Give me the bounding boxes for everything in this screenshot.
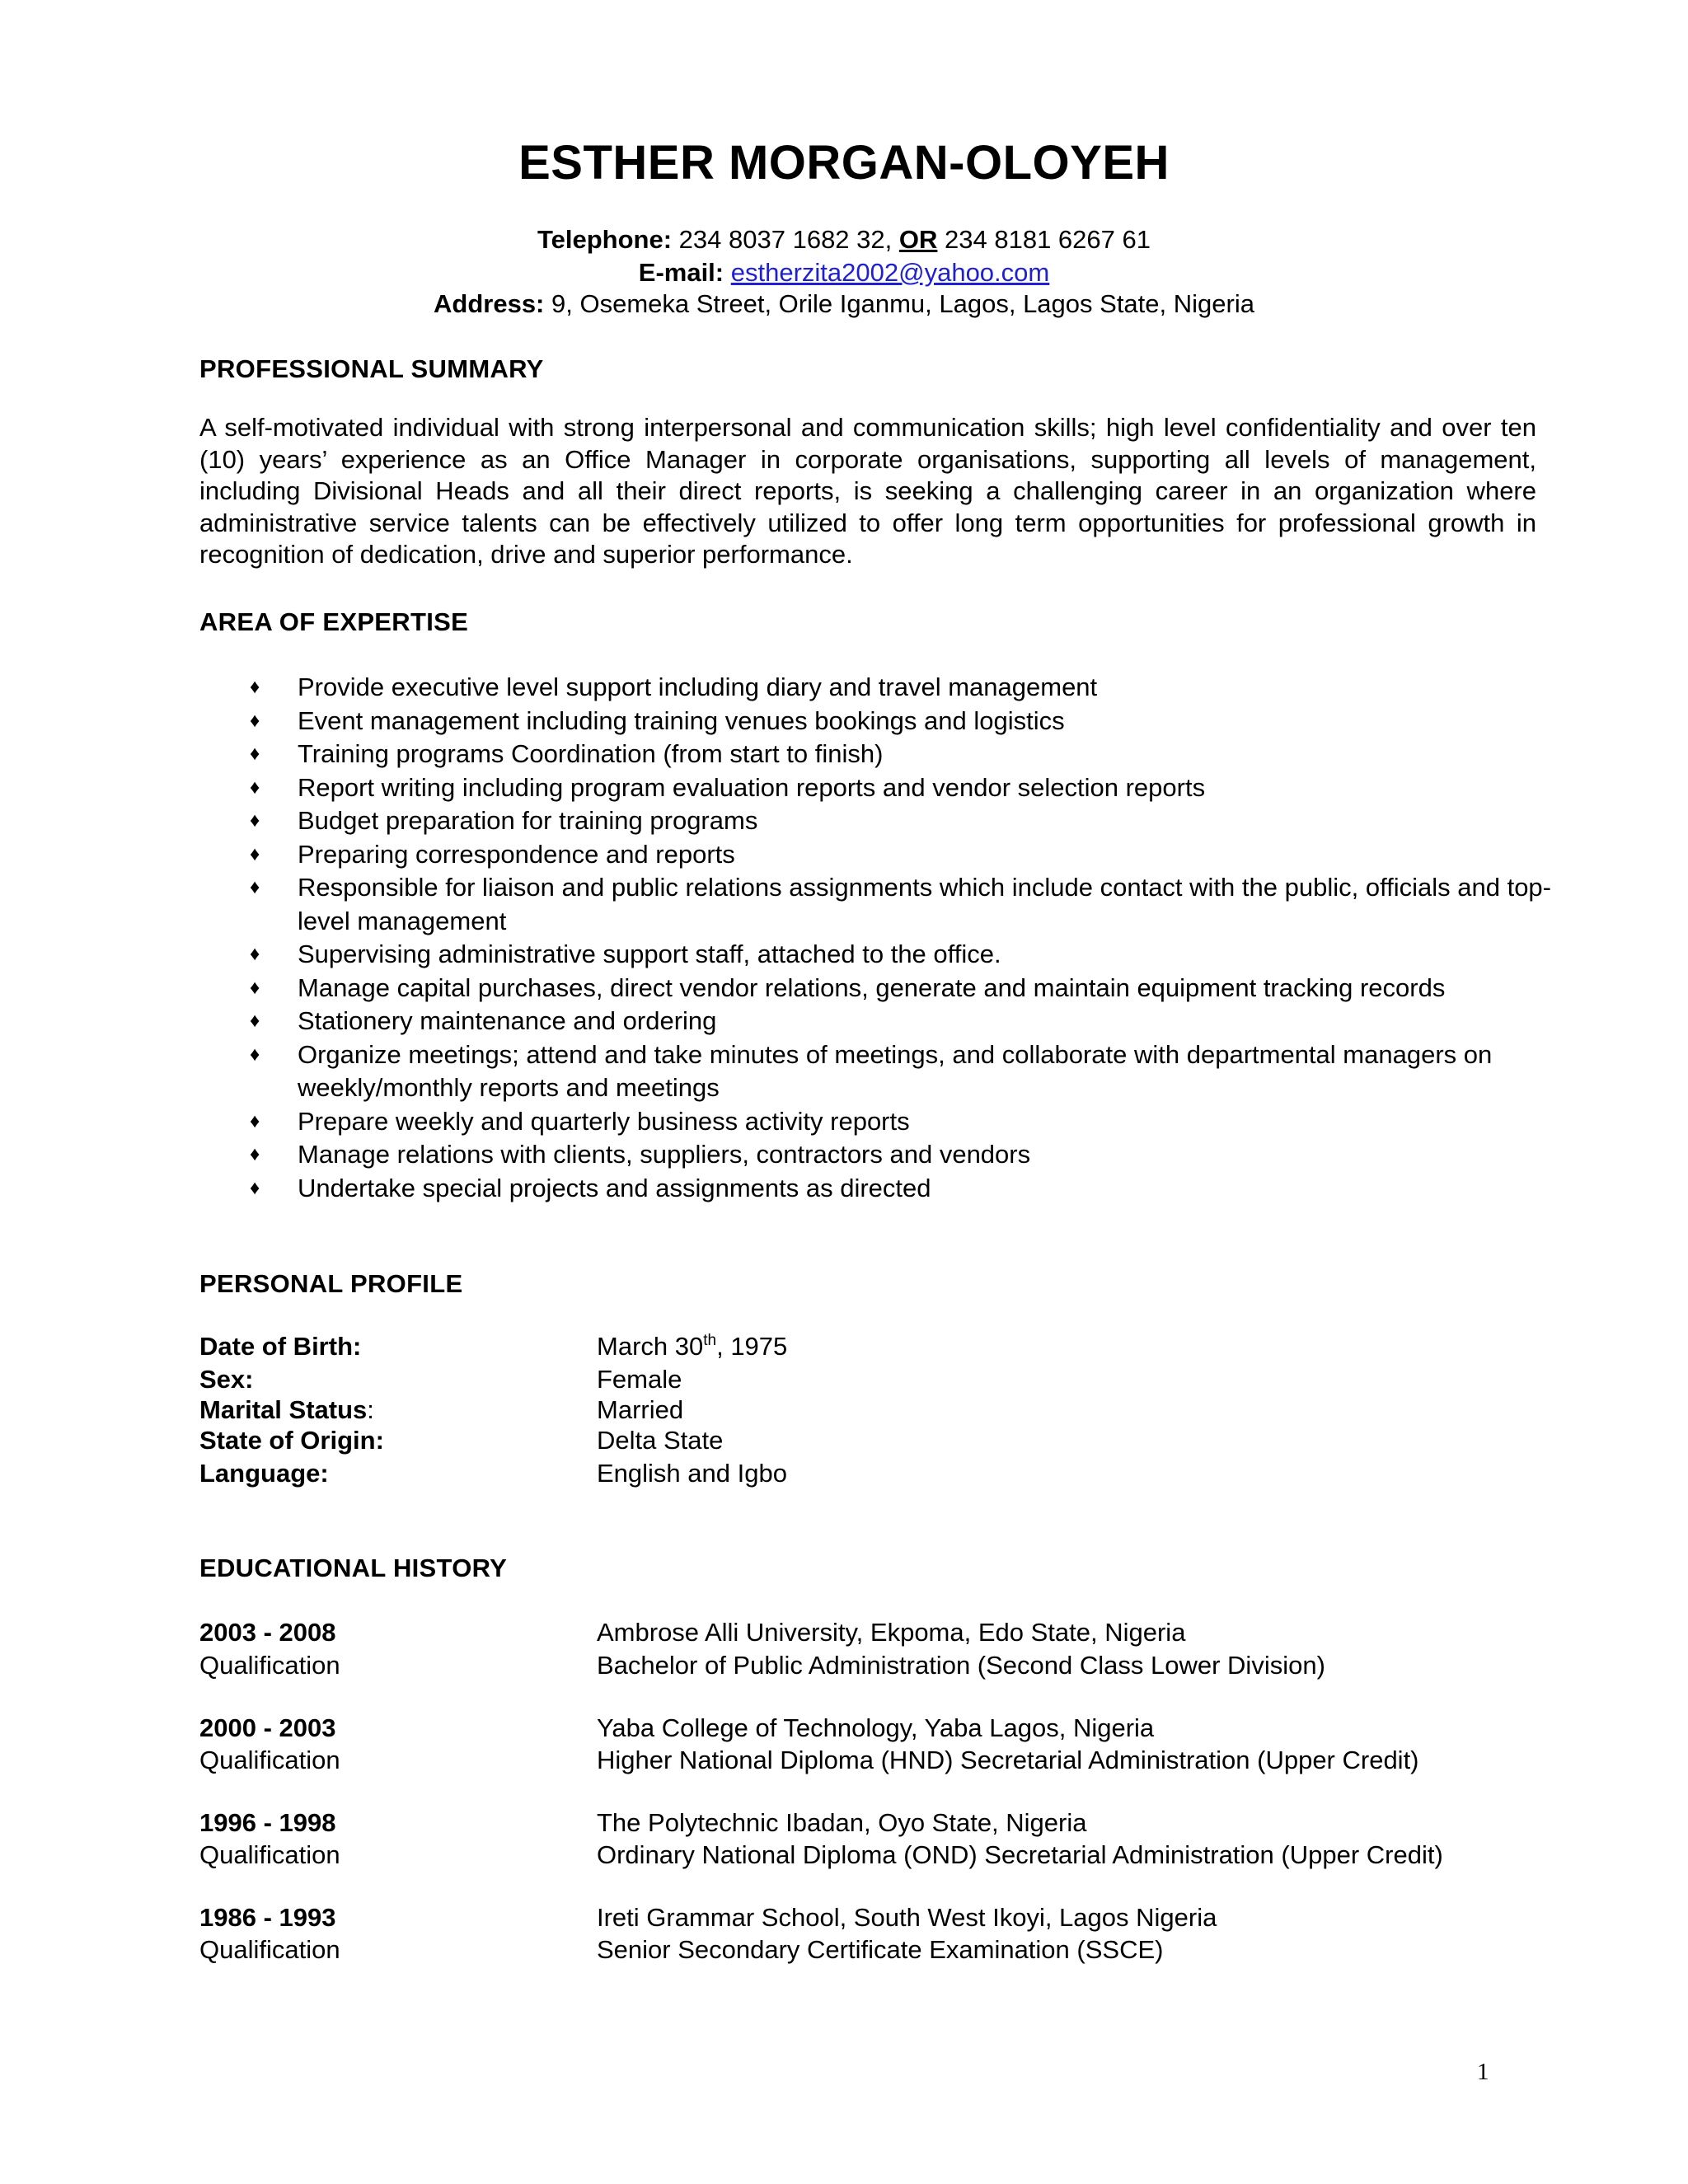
expertise-item	[199, 838, 1551, 872]
qualification-value: Higher National Diploma (HND) Secretarial Administration (Upper Credit)	[597, 1746, 1419, 1774]
qualification-label: Qualification	[199, 1651, 340, 1680]
diamond-bullet-icon: ♦	[250, 842, 260, 865]
education-school: Ambrose Alli University, Ekpoma, Edo State, Nigeria	[597, 1618, 1186, 1647]
education-school: Yaba College of Technology, Yaba Lagos, Nigeria	[597, 1713, 1155, 1742]
qualification-value: Bachelor of Public Administration (Second Class Lower Division)	[597, 1651, 1325, 1680]
expertise-item	[199, 1038, 1551, 1105]
diamond-bullet-icon: ♦	[250, 776, 260, 799]
qualification-label: Qualification	[199, 1840, 340, 1869]
education-years: 1986 - 1993	[199, 1903, 336, 1932]
telephone-label: Telephone:	[537, 225, 673, 254]
expertise-item	[199, 804, 1551, 838]
professional-summary-heading: PROFESSIONAL SUMMARY	[199, 354, 544, 383]
diamond-bullet-icon: ♦	[250, 876, 260, 898]
expertise-item	[199, 871, 1551, 938]
expertise-item-text: Budget preparation for training programs	[298, 806, 758, 835]
expertise-item-text: Supervising administrative support staff, attached to the office.	[298, 940, 1001, 968]
qualification-value: Ordinary National Diploma (OND) Secretarial Administration (Upper Credit)	[597, 1840, 1443, 1869]
dob-value: March 30th, 1975	[597, 1332, 788, 1361]
qualification-label: Qualification	[199, 1935, 340, 1964]
origin-value: Delta State	[597, 1426, 724, 1455]
expertise-heading: AREA OF EXPERTISE	[199, 607, 469, 636]
expertise-item-text: Responsible for liaison and public relations assignments which include contact with the public, officials and top-level management	[298, 873, 1551, 935]
education-years: 1996 - 1998	[199, 1808, 336, 1837]
expertise-item-text: Event management including training venues bookings and logistics	[298, 705, 1065, 735]
diamond-bullet-icon: ♦	[250, 1010, 260, 1032]
expertise-item-text: Manage relations with clients, suppliers, contractors and vendors	[298, 1140, 1031, 1169]
email-link[interactable]: estherzita2002@yahoo.com	[730, 258, 1050, 287]
marital-value: Married	[597, 1395, 684, 1424]
qualification-label: Qualification	[199, 1746, 340, 1774]
or-separator: OR	[898, 225, 938, 254]
professional-summary-text: A self-motivated individual with strong interpersonal and communication skills; high level confidentiality and over ten (10) years’ experience as an Office Manager in corporate organisations, supporting all levels of management, including Divisional Heads and all their direct reports, is seeking a challenging career in an organization where administrative service talents can be effectively utilized to offer long term opportunities for professional growth in recognition of dedication, drive and superior performance.	[199, 413, 1536, 569]
diamond-bullet-icon: ♦	[250, 1176, 260, 1199]
email-label: E-mail:	[638, 258, 724, 287]
education-school: The Polytechnic Ibadan, Oyo State, Nigeria	[597, 1808, 1087, 1837]
expertise-item-text: Provide executive level support including diary and travel management	[298, 673, 1098, 701]
expertise-item	[199, 771, 1551, 805]
diamond-bullet-icon: ♦	[250, 976, 260, 999]
personal-profile-heading: PERSONAL PROFILE	[199, 1269, 463, 1298]
expertise-item-text: Preparing correspondence and reports	[298, 839, 735, 869]
education-years: 2000 - 2003	[199, 1713, 336, 1742]
telephone-line	[0, 223, 1688, 256]
telephone-secondary: 234 8181 6267 61	[945, 225, 1151, 254]
telephone-primary: 234 8037 1682 32,	[678, 225, 893, 254]
email-line	[0, 256, 1688, 289]
page-number: 1	[1477, 2059, 1489, 2085]
diamond-bullet-icon: ♦	[250, 676, 260, 698]
diamond-bullet-icon: ♦	[250, 709, 260, 732]
educational-history-heading: EDUCATIONAL HISTORY	[199, 1554, 508, 1582]
expertise-item-text: Prepare weekly and quarterly business activity reports	[298, 1106, 910, 1136]
education-years: 2003 - 2008	[199, 1618, 336, 1647]
expertise-item-text: Stationery maintenance and ordering	[298, 1006, 717, 1035]
expertise-item	[199, 1172, 1551, 1206]
origin-label: State of Origin:	[199, 1426, 384, 1455]
expertise-item-text: Training programs Coordination (from start to finish)	[298, 739, 884, 768]
expertise-item-text: Manage capital purchases, direct vendor relations, generate and maintain equipment tracking records	[298, 972, 1446, 1002]
diamond-bullet-icon: ♦	[250, 743, 260, 765]
expertise-item	[199, 938, 1551, 972]
sex-value: Female	[597, 1365, 682, 1394]
dob-label: Date of Birth:	[199, 1332, 362, 1361]
address-label: Address:	[434, 289, 545, 318]
expertise-item	[199, 738, 1551, 771]
diamond-bullet-icon: ♦	[250, 1043, 260, 1066]
diamond-bullet-icon: ♦	[250, 1109, 260, 1132]
education-school: Ireti Grammar School, South West Ikoyi, Lagos Nigeria	[597, 1903, 1217, 1932]
language-value: English and Igbo	[597, 1459, 787, 1488]
address-value: 9, Osemeka Street, Orile Iganmu, Lagos, Lagos State, Nigeria	[551, 289, 1254, 318]
qualification-value: Senior Secondary Certificate Examination (SSCE)	[597, 1935, 1164, 1964]
expertise-item	[199, 1105, 1551, 1139]
address-line	[0, 288, 1688, 321]
expertise-item	[199, 1138, 1551, 1172]
marital-label: Marital Status:	[199, 1395, 374, 1424]
candidate-name: ESTHER MORGAN-OLOYEH	[518, 136, 1170, 190]
expertise-item-text: Undertake special projects and assignments as directed	[298, 1173, 931, 1202]
diamond-bullet-icon: ♦	[250, 809, 260, 832]
expertise-item	[199, 972, 1551, 1005]
expertise-item	[199, 705, 1551, 738]
expertise-item-text: Organize meetings; attend and take minutes of meetings, and collaborate with departmental managers on weekly/monthly reports and meetings	[298, 1039, 1493, 1102]
language-label: Language:	[199, 1459, 329, 1488]
sex-label: Sex:	[199, 1365, 254, 1394]
diamond-bullet-icon: ♦	[250, 943, 260, 965]
expertise-item	[199, 1005, 1551, 1038]
diamond-bullet-icon: ♦	[250, 1143, 260, 1165]
expertise-item	[199, 671, 1551, 705]
expertise-list	[199, 671, 1551, 1205]
expertise-item-text: Report writing including program evaluation reports and vendor selection reports	[298, 772, 1206, 802]
